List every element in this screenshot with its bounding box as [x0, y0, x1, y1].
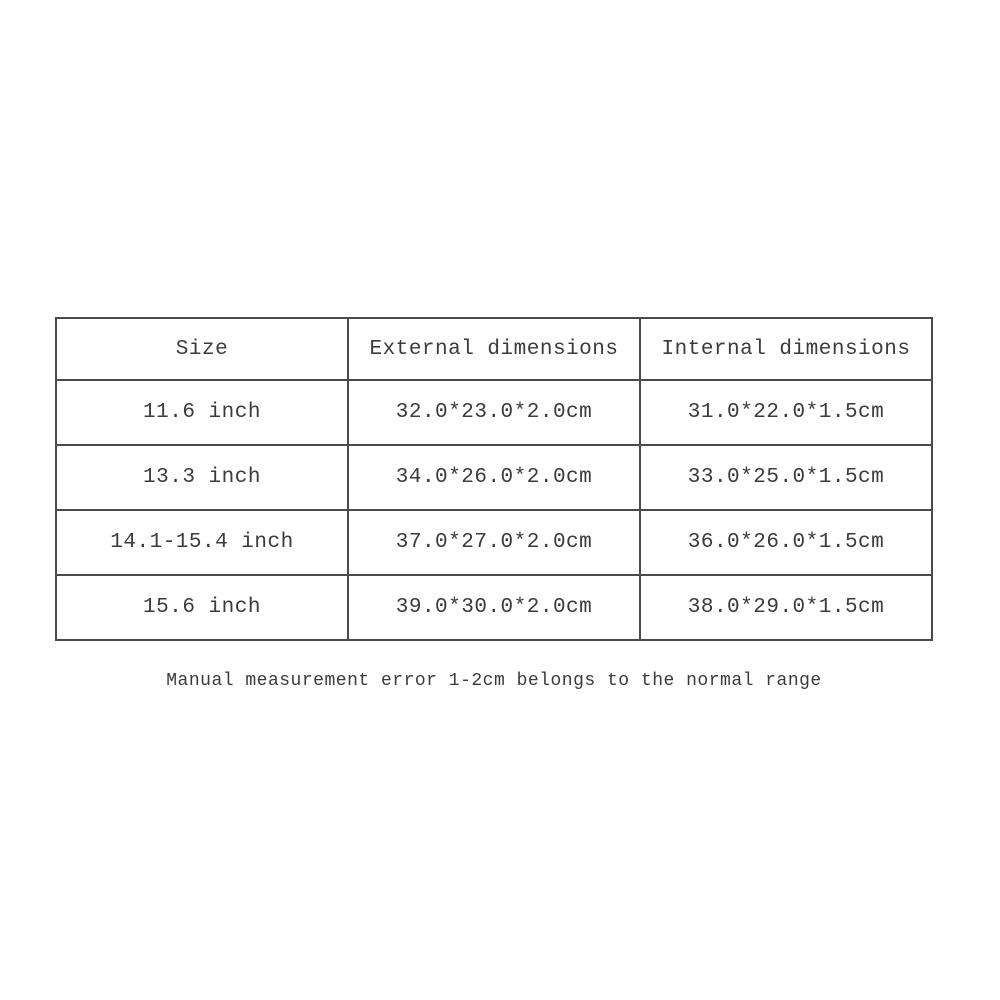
- cell-internal-dimensions: 33.0*25.0*1.5cm: [640, 445, 932, 510]
- size-chart-table: [55, 317, 933, 641]
- cell-size: 13.3 inch: [56, 445, 348, 510]
- cell-external-dimensions: 39.0*30.0*2.0cm: [348, 575, 640, 640]
- cell-internal-dimensions: 36.0*26.0*1.5cm: [640, 510, 932, 575]
- table-row: [56, 510, 932, 575]
- cell-external-dimensions: 32.0*23.0*2.0cm: [348, 380, 640, 445]
- table-row: [56, 380, 932, 445]
- cell-external-dimensions: 37.0*27.0*2.0cm: [348, 510, 640, 575]
- table-row: [56, 445, 932, 510]
- table-header-row: [56, 318, 932, 380]
- cell-size: 14.1-15.4 inch: [56, 510, 348, 575]
- cell-internal-dimensions: 38.0*29.0*1.5cm: [640, 575, 932, 640]
- size-chart-container: [55, 317, 933, 691]
- cell-size: 15.6 inch: [56, 575, 348, 640]
- measurement-note: Manual measurement error 1-2cm belongs to the normal range: [166, 671, 822, 691]
- cell-size: 11.6 inch: [56, 380, 348, 445]
- table-row: [56, 575, 932, 640]
- col-header-size: Size: [56, 318, 348, 380]
- col-header-external-dimensions: External dimensions: [348, 318, 640, 380]
- col-header-internal-dimensions: Internal dimensions: [640, 318, 932, 380]
- cell-external-dimensions: 34.0*26.0*2.0cm: [348, 445, 640, 510]
- cell-internal-dimensions: 31.0*22.0*1.5cm: [640, 380, 932, 445]
